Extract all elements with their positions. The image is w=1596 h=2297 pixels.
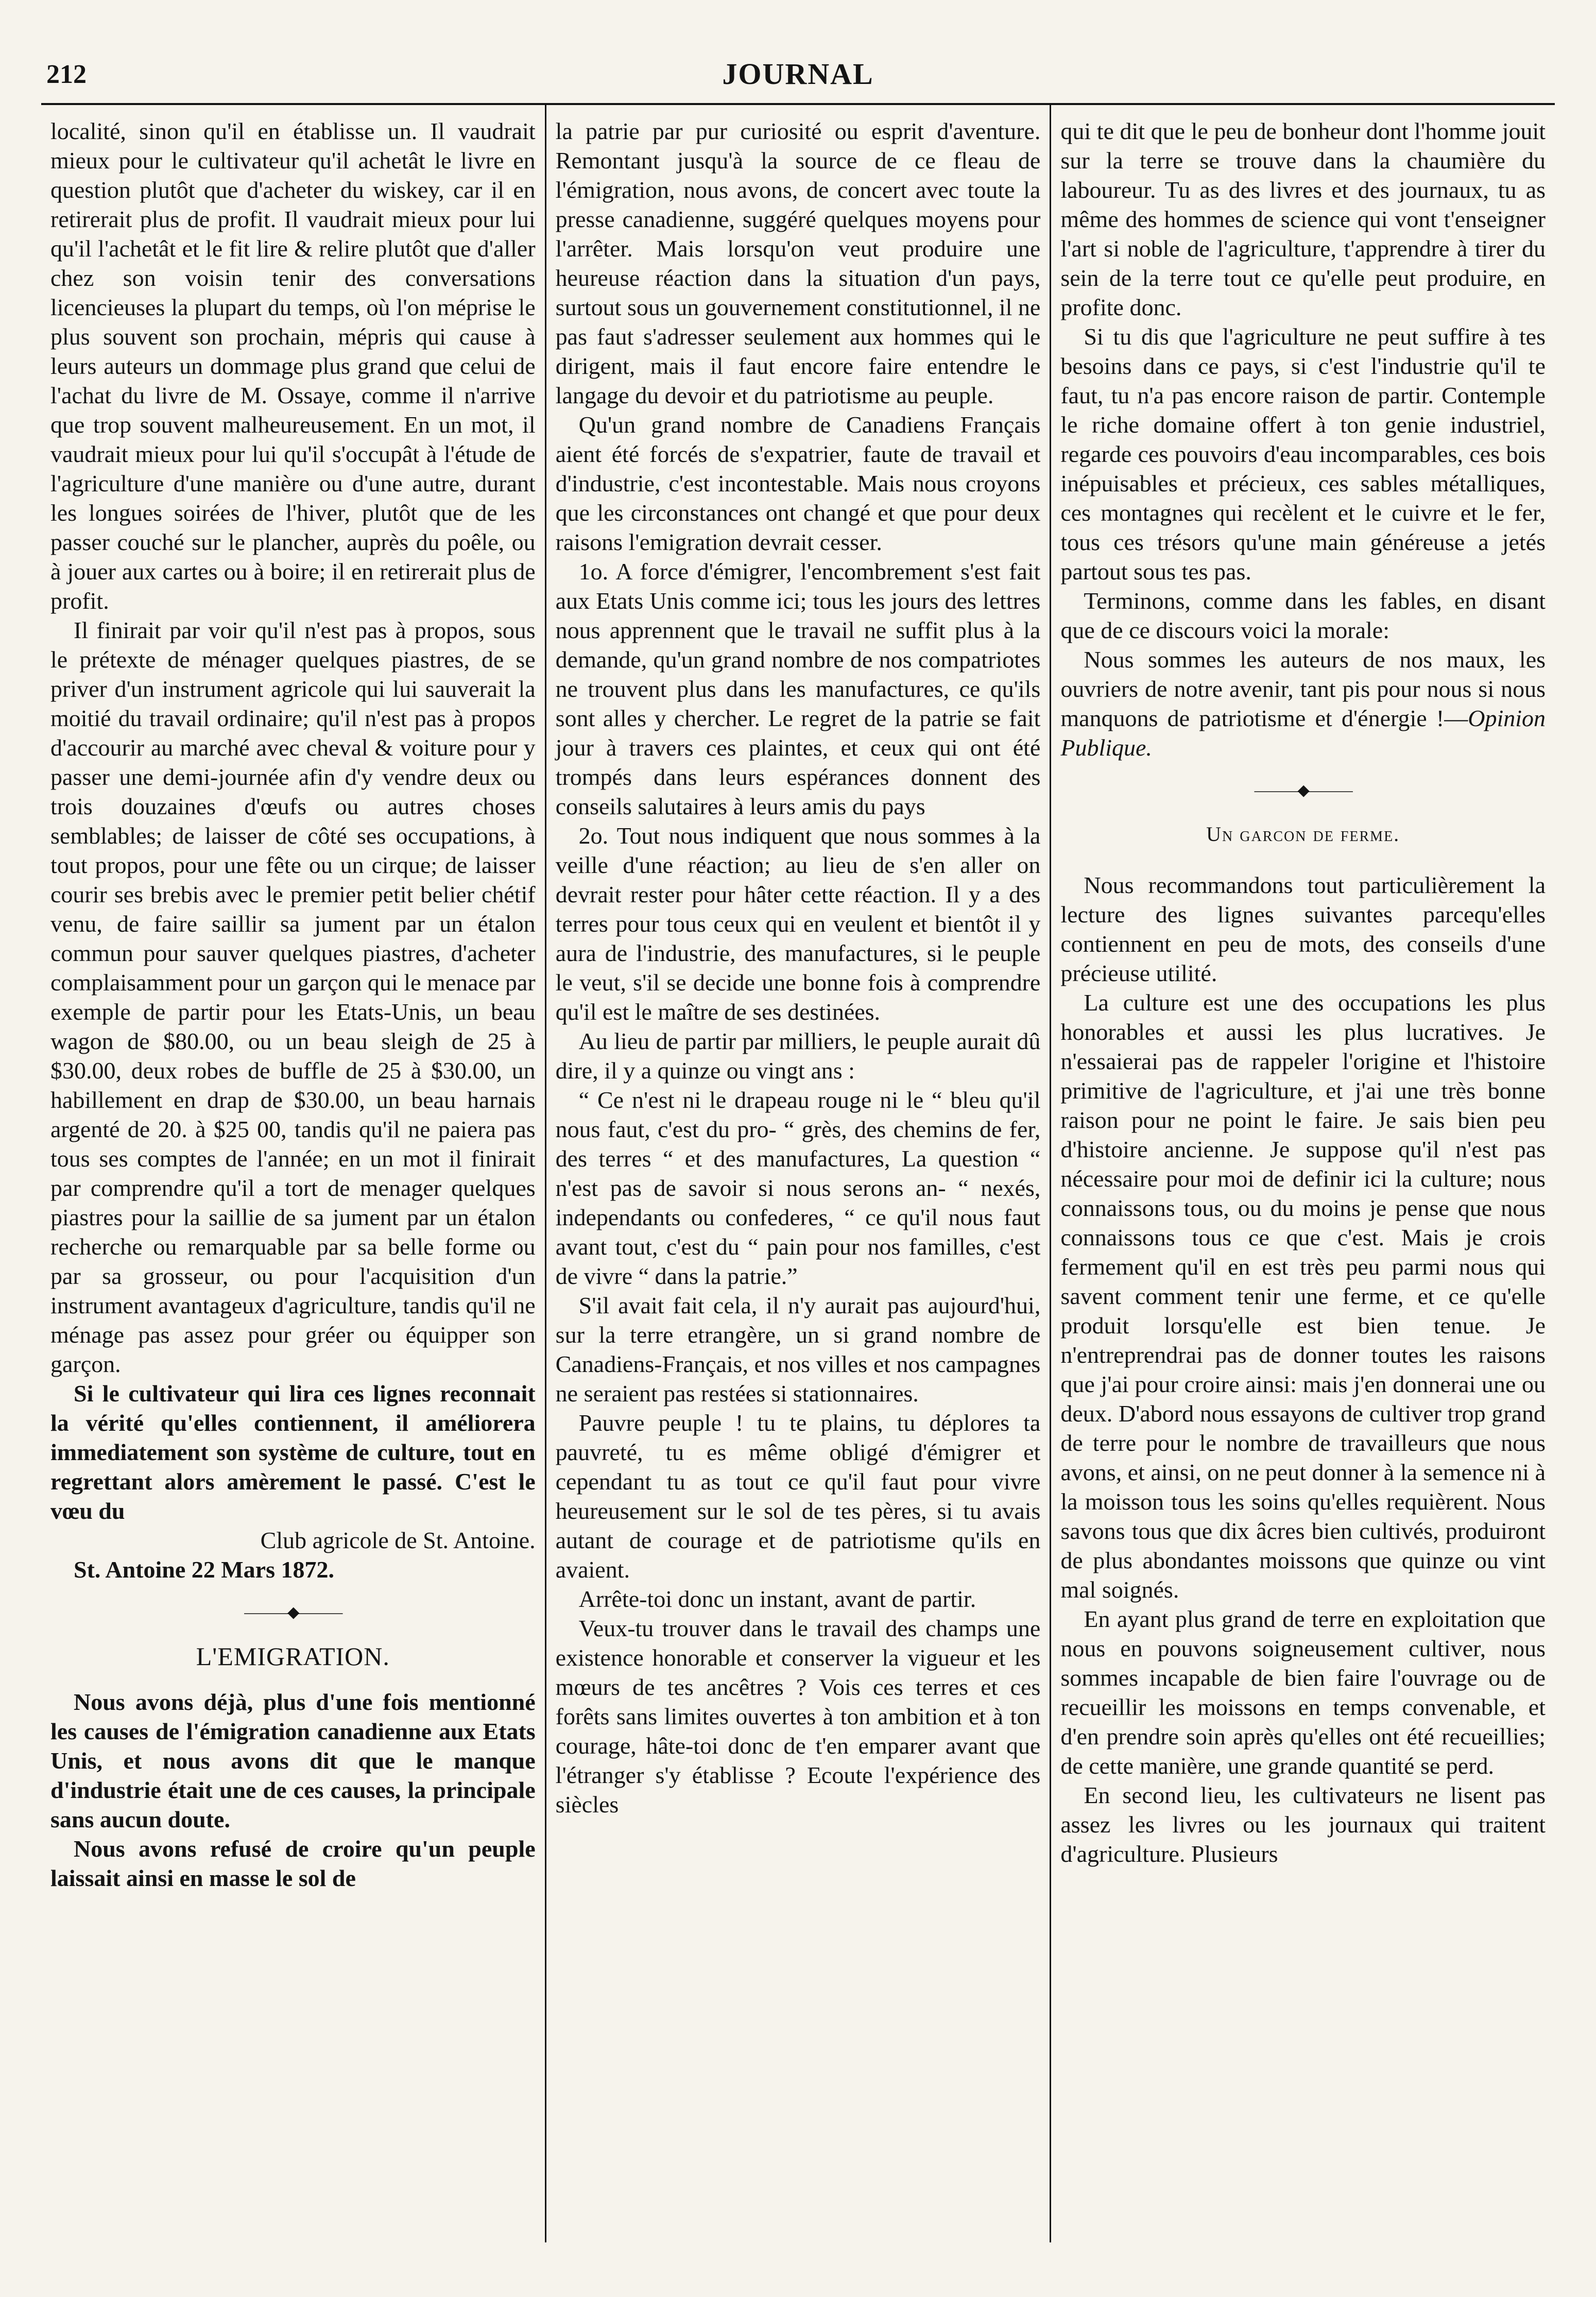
section-heading-emigration: L'EMIGRATION. <box>196 1642 390 1671</box>
section-divider: ———◆——— <box>244 1604 342 1621</box>
signature: Club agricole de St. Antoine. <box>260 1527 536 1553</box>
column-1 <box>41 105 545 2242</box>
article-paragraph: Pauvre peuple ! tu te plains, tu déplores ta pauvreté, tu es même obligé d'émigrer et cependant tu as tout ce qu'il faut pour vivre heureusement sur le sol de tes pères, si tu avais autant de courage et de patriotisme qu'ils en avaient. <box>555 1410 1041 1583</box>
source-attribution: Opinion Publique. <box>1060 705 1546 761</box>
dateline: St. Antoine 22 Mars 1872. <box>74 1556 334 1583</box>
article-paragraph: S'il avait fait cela, il n'y aurait pas aujourd'hui, sur la terre etrangère, un si grand nombre de Canadiens-Français, et nos villes et nos campagnes ne seraient pas restées si stationnaires. <box>555 1292 1041 1407</box>
article-paragraph: La culture est une des occupations les plus honorables et aussi les plus lucratives. Je n'essaierai pas de rappeler l'origine et l'histoire primitive de l'agriculture, et j'ai une très bonne raison pour ne point le faire. Je sais bien peu d'histoire ancienne. Je suppose qu'il n'est pas nécessaire pour moi de definir ici la culture; nous connaissons tous, ou du moins je pense que nous connaissons tous ce que c'est. Mais je crois fermement qu'il en est très peu parmi nous qui savent comment tenir une ferme, et ce qu'elle produit lorsqu'elle est bien tenue. Je n'entreprendrai pas de donner toutes les raisons que j'ai pour croire ainsi: mais j'en donnerai une ou deux. D'abord nous essayons de cultiver trop grand de terre pour le nombre de travailleurs que nous avons, et ainsi, on ne peut donner à la semence ni à la moisson tous les soins qu'elles requièrent. Nous savons tous que dix âcres bien cultivés, produiront de plus abondantes moissons que quinze ou vint mal soignés. <box>1060 989 1546 1603</box>
article-paragraph: localité, sinon qu'il en établisse un. Il vaudrait mieux pour le cultivateur qu'il achetât le livre en question plutôt que d'acheter du wiskey, car il en retirerait plus de profit. Il vaudrait mieux pour lui qu'il l'achetât et le fit lire & relire plutôt que d'aller chez son voisin tenir des conversations licencieuses la plupart du temps, où l'on méprise le plus souvent son prochain, mépris qui cause à leurs auteurs un dommage plus grand que celui de l'achat du livre de M. Ossaye, comme il n'arrive que trop souvent malheureusement. En un mot, il vaudrait mieux pour lui qu'il s'occupât à l'étude de l'agriculture d'une manière ou d'une autre, durant les longues soirées de l'hiver, plutôt que de les passer couché sur le plancher, auprès du poêle, ou à jouer aux cartes ou à boire; il en retirerait plus de profit. <box>50 118 536 614</box>
article-paragraph: En ayant plus grand de terre en exploitation que nous en pouvons soigneusement cultiver, nous sommes incapable de bien faire l'ouvrage ou de recueillir les moissons en temps convenable, et d'en prendre soin après qu'elles ont été recueillies; de cette manière, une grande quantité se perd. <box>1060 1606 1546 1779</box>
article-paragraph: Arrête-toi donc un instant, avant de partir. <box>578 1586 976 1612</box>
section-heading-garcon-de-ferme: Un garcon de ferme. <box>1206 822 1400 846</box>
column-3 <box>1050 105 1555 2242</box>
page-header <box>41 57 1555 98</box>
article-paragraph: 2o. Tout nous indiquent que nous sommes à la veille d'une réaction; au lieu de s'en aller on devrait rester pour hâter cette réaction. Il y a des terres pour tous ceux qui en veulent et bientôt il y aura de l'industrie, des manufactures, si le peuple le veut, s'il se decide une bonne fois à comprendre qu'il est le maître de ses destinées. <box>555 822 1041 1025</box>
article-paragraph: 1o. A force d'émigrer, l'encombrement s'est fait aux Etats Unis comme ici; tous les jours des lettres nous apprennent que le travail ne suffit plus à la demande, qu'un grand nombre de nos compatriotes ne trouvent plus dans les manufactures, ce qu'ils sont alles y chercher. Le regret de la patrie se fait jour à travers ces plaintes, et ceux qui ont été trompés dans leurs espérances donnent des conseils salutaires à leurs amis du pays <box>555 558 1041 819</box>
article-paragraph: la patrie par pur curiosité ou esprit d'aventure. Remontant jusqu'à la source de ce fleau de l'émigration, nous avons, de concert avec toute la presse canadienne, suggéré quelques moyens pour l'arrêter. Mais lorsqu'on veut produire une heureuse réaction dans la situation d'un pays, surtout sous un gouvernement constitutionnel, il ne pas faut s'adresser seulement aux hommes qui le dirigent, mais il faut encore faire entendre le langage du devoir et du patriotisme au peuple. <box>555 118 1041 408</box>
section-divider: ———◆——— <box>1254 782 1352 799</box>
article-paragraph: Si le cultivateur qui lira ces lignes reconnait la vérité qu'elles contiennent, il améliorera immediatement son système de culture, tout en regrettant alors amèrement le passé. C'est le vœu du <box>50 1380 536 1524</box>
columns <box>41 105 1555 2242</box>
article-paragraph: qui te dit que le peu de bonheur dont l'homme jouit sur la terre se trouve dans la chaumière du laboureur. Tu as des livres et des journaux, tu as même des hommes de science qui vont t'enseigner l'art si noble de l'agriculture, t'apprendre à tirer du sein de la terre tout ce qu'elle peut produire, en profite donc. <box>1060 118 1546 320</box>
page-number: 212 <box>46 60 87 89</box>
article-paragraph: Il finirait par voir qu'il n'est pas à propos, sous le prétexte de ménager quelques piastres, de se priver d'un instrument agricole qui lui sauverait la moitié du travail ordinaire; qu'il n'est pas à propos d'accourir au marché avec cheval & voiture pour y passer une demi-journée afin d'y vendre deux ou trois douzaines d'œufs ou autres choses semblables; de laisser de côté ses occupations, à tout propos, pour une fête ou un cirque; de laisser courir ses brebis avec le premier petit belier chétif venu, de faire saillir sa jument par un étalon commun pour sauver quelques piastres, d'acheter complaisamment pour un garçon qui le menace par exemple de partir pour les Etats-Unis, un beau wagon de $80.00, ou un beau sleigh de 25 à $30.00, deux robes de buffle de 25 à $30.00, un habillement en drap de $30.00, un beau harnais argenté de 20. à $25 00, tandis qu'il ne paiera pas tous ses comptes de l'année; en un mot il finirait par comprendre qu'il a tort de menager quelques piastres pour la saillie de sa jument par un étalon recherche ou remarquable par sa belle forme ou par sa grosseur, ou pour l'acquisition d'un instrument avantageux d'agriculture, tandis qu'il ne ménage pas assez pour gréer ou équipper son garçon. <box>50 617 536 1377</box>
article-paragraph: Si tu dis que l'agriculture ne peut suffire à tes besoins dans ce pays, si c'est l'industrie qu'il te faut, tu n'a pas encore raison de partir. Contemple le riche domaine offert à ton genie industriel, regarde ces pouvoirs d'eau incomparables, ces bois inépuisables et précieux, ces sables métalliques, ces montagnes qui recèlent et le cuivre et le fer, tous ces trésors qu'une main généreuse a jetés partout sous tes pas. <box>1060 323 1546 585</box>
article-paragraph: Veux-tu trouver dans le travail des champs une existence honorable et conserver la vigueur et les mœurs de tes ancêtres ? Vois ces terres et ces forêts sans limites ouvertes à ton ambition et à ton courage, hâte-toi donc de t'en emparer avant que l'étranger s'y établisse ? Ecoute l'expérience des siècles <box>555 1615 1041 1818</box>
article-paragraph <box>1060 645 1546 762</box>
column-2 <box>545 105 1050 2242</box>
article-paragraph: Qu'un grand nombre de Canadiens Français aient été forcés de s'expatrier, faute de travail et d'industrie, c'est incontestable. Mais nous croyons que les circonstances ont changé et que pour deux raisons l'emigration devrait cesser. <box>555 412 1041 555</box>
article-paragraph: Nous avons déjà, plus d'une fois mentionné les causes de l'émigration canadienne aux Etats Unis, et nous avons dit que le manque d'industrie était une de ces causes, la principale sans aucun doute. <box>50 1689 536 1832</box>
article-paragraph: Au lieu de partir par milliers, le peuple aurait dû dire, il y a quinze ou vingt ans : <box>555 1028 1041 1084</box>
moral-text: Nous sommes les auteurs de nos maux, les ouvriers de notre avenir, tant pis pour nous si nous manquons de patriotisme et d'énergie !— <box>1060 646 1546 731</box>
article-paragraph: Nous recommandons tout particulièrement la lecture des lignes suivantes parcequ'elles contiennent en peu de mots, des conseils d'une précieuse utilité. <box>1060 872 1546 986</box>
article-paragraph: En second lieu, les cultivateurs ne lisent pas assez les livres ou les journaux qui traitent d'agriculture. Plusieurs <box>1060 1782 1546 1867</box>
quotation: “ Ce n'est ni le drapeau rouge ni le “ bleu qu'il nous faut, c'est du pro- “ grès, des chemins de fer, des terres “ et des manufactures, La question “ n'est pas de savoir si nous serons an- “ nexés, independants ou confederes, “ ce qu'il nous faut avant tout, c'est du “ pain pour nos familles, c'est de vivre “ dans la patrie.” <box>555 1087 1041 1289</box>
article-paragraph: Nous avons refusé de croire qu'un peuple laissait ainsi en masse le sol de <box>50 1836 536 1891</box>
article-paragraph: Terminons, comme dans les fables, en disant que de ce discours voici la morale: <box>1060 588 1546 643</box>
running-title: JOURNAL <box>722 57 874 91</box>
